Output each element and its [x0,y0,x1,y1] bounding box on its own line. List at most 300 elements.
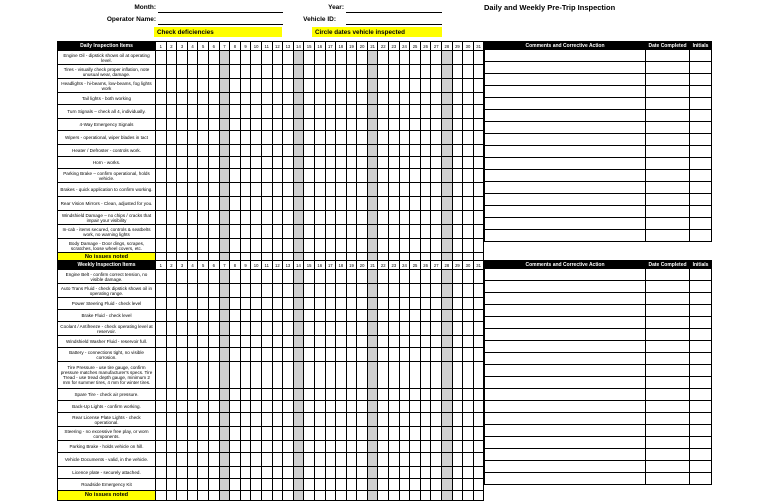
day-check-cell[interactable] [431,183,442,197]
day-check-cell[interactable] [463,51,474,65]
day-check-cell[interactable] [410,310,421,322]
date-completed-cell[interactable] [646,62,690,74]
comment-cell[interactable] [485,146,646,158]
day-check-cell[interactable] [452,211,463,225]
day-check-cell[interactable] [219,105,230,119]
day-check-cell[interactable] [166,211,177,225]
day-check-cell[interactable] [251,270,262,284]
day-check-cell[interactable] [208,413,219,427]
day-check-cell[interactable] [336,157,347,169]
initials-cell[interactable] [690,437,712,449]
day-check-cell[interactable] [283,183,294,197]
date-completed-cell[interactable] [646,377,690,389]
day-check-cell[interactable] [208,284,219,298]
day-check-cell[interactable] [219,93,230,105]
day-check-cell[interactable] [230,119,241,131]
day-check-cell[interactable] [219,145,230,157]
day-check-cell[interactable] [357,157,368,169]
initials-cell[interactable] [690,365,712,377]
day-check-cell[interactable] [389,336,400,348]
day-check-cell[interactable] [346,336,357,348]
day-check-cell[interactable] [378,93,389,105]
day-check-cell[interactable] [208,298,219,310]
day-check-cell[interactable] [283,441,294,453]
day-check-cell[interactable] [272,197,283,211]
day-check-cell[interactable] [399,225,410,239]
day-check-cell[interactable] [314,348,325,362]
day-check-cell[interactable] [304,362,315,389]
day-check-cell[interactable] [346,348,357,362]
day-check-cell[interactable] [442,239,453,253]
day-check-cell[interactable] [230,401,241,413]
day-check-cell[interactable] [272,225,283,239]
no-issues-check-cell[interactable] [293,491,304,501]
day-check-cell[interactable] [261,270,272,284]
day-check-cell[interactable] [325,322,336,336]
day-check-cell[interactable] [452,298,463,310]
day-check-cell[interactable] [431,453,442,467]
comment-cell[interactable] [485,305,646,317]
day-check-cell[interactable] [156,270,167,284]
day-check-cell[interactable] [240,93,251,105]
day-check-cell[interactable] [367,298,378,310]
no-issues-check-cell[interactable] [219,491,230,501]
day-check-cell[interactable] [240,183,251,197]
day-check-cell[interactable] [261,93,272,105]
day-check-cell[interactable] [410,211,421,225]
no-issues-check-cell[interactable] [166,491,177,501]
day-check-cell[interactable] [293,93,304,105]
day-check-cell[interactable] [410,183,421,197]
day-check-cell[interactable] [272,310,283,322]
day-check-cell[interactable] [198,298,209,310]
day-check-cell[interactable] [336,389,347,401]
day-check-cell[interactable] [293,211,304,225]
day-check-cell[interactable] [410,336,421,348]
day-check-cell[interactable] [304,336,315,348]
day-check-cell[interactable] [378,225,389,239]
day-check-cell[interactable] [219,79,230,93]
day-check-cell[interactable] [357,413,368,427]
day-check-cell[interactable] [293,169,304,183]
day-check-cell[interactable] [293,239,304,253]
day-check-cell[interactable] [442,119,453,131]
day-check-cell[interactable] [283,105,294,119]
day-check-cell[interactable] [325,169,336,183]
date-completed-cell[interactable] [646,146,690,158]
day-check-cell[interactable] [304,348,315,362]
day-check-cell[interactable] [357,441,368,453]
day-check-cell[interactable] [219,298,230,310]
day-check-cell[interactable] [367,131,378,145]
day-check-cell[interactable] [378,413,389,427]
day-check-cell[interactable] [198,441,209,453]
day-check-cell[interactable] [261,119,272,131]
no-issues-check-cell[interactable] [420,491,431,501]
day-check-cell[interactable] [251,211,262,225]
day-check-cell[interactable] [304,183,315,197]
day-check-cell[interactable] [156,211,167,225]
day-check-cell[interactable] [463,197,474,211]
day-check-cell[interactable] [187,145,198,157]
day-check-cell[interactable] [452,413,463,427]
day-check-cell[interactable] [420,336,431,348]
day-check-cell[interactable] [261,65,272,79]
day-check-cell[interactable] [251,413,262,427]
day-check-cell[interactable] [304,322,315,336]
day-check-cell[interactable] [219,197,230,211]
day-check-cell[interactable] [452,427,463,441]
day-check-cell[interactable] [208,401,219,413]
day-check-cell[interactable] [166,119,177,131]
day-check-cell[interactable] [410,225,421,239]
day-check-cell[interactable] [473,310,484,322]
comment-cell[interactable] [485,341,646,353]
day-check-cell[interactable] [346,169,357,183]
day-check-cell[interactable] [389,119,400,131]
day-check-cell[interactable] [240,427,251,441]
day-check-cell[interactable] [473,427,484,441]
day-check-cell[interactable] [198,467,209,479]
day-check-cell[interactable] [442,270,453,284]
initials-cell[interactable] [690,170,712,182]
day-check-cell[interactable] [208,65,219,79]
day-check-cell[interactable] [166,453,177,467]
day-check-cell[interactable] [399,270,410,284]
day-check-cell[interactable] [325,441,336,453]
day-check-cell[interactable] [420,145,431,157]
day-check-cell[interactable] [314,310,325,322]
day-check-cell[interactable] [251,145,262,157]
day-check-cell[interactable] [272,467,283,479]
day-check-cell[interactable] [389,298,400,310]
initials-cell[interactable] [690,353,712,365]
initials-cell[interactable] [690,98,712,110]
operator-name-field[interactable] [158,15,283,25]
day-check-cell[interactable] [208,453,219,467]
day-check-cell[interactable] [177,348,188,362]
day-check-cell[interactable] [156,322,167,336]
day-check-cell[interactable] [219,284,230,298]
day-check-cell[interactable] [452,441,463,453]
day-check-cell[interactable] [399,401,410,413]
comment-cell[interactable] [485,425,646,437]
day-check-cell[interactable] [293,270,304,284]
day-check-cell[interactable] [293,322,304,336]
day-check-cell[interactable] [442,51,453,65]
day-check-cell[interactable] [357,93,368,105]
day-check-cell[interactable] [378,157,389,169]
day-check-cell[interactable] [473,51,484,65]
no-issues-check-cell[interactable] [473,491,484,501]
day-check-cell[interactable] [452,467,463,479]
day-check-cell[interactable] [230,427,241,441]
date-completed-cell[interactable] [646,317,690,329]
day-check-cell[interactable] [198,479,209,491]
day-check-cell[interactable] [293,479,304,491]
day-check-cell[interactable] [442,479,453,491]
day-check-cell[interactable] [283,79,294,93]
day-check-cell[interactable] [442,310,453,322]
day-check-cell[interactable] [166,183,177,197]
day-check-cell[interactable] [410,79,421,93]
month-field[interactable] [158,3,283,13]
day-check-cell[interactable] [304,453,315,467]
comment-cell[interactable] [485,206,646,218]
day-check-cell[interactable] [251,105,262,119]
day-check-cell[interactable] [431,322,442,336]
day-check-cell[interactable] [473,131,484,145]
day-check-cell[interactable] [442,65,453,79]
comment-cell[interactable] [485,449,646,461]
day-check-cell[interactable] [399,51,410,65]
day-check-cell[interactable] [367,169,378,183]
day-check-cell[interactable] [187,441,198,453]
day-check-cell[interactable] [325,389,336,401]
date-completed-cell[interactable] [646,281,690,293]
day-check-cell[interactable] [399,413,410,427]
day-check-cell[interactable] [346,389,357,401]
day-check-cell[interactable] [187,348,198,362]
day-check-cell[interactable] [156,145,167,157]
day-check-cell[interactable] [325,348,336,362]
day-check-cell[interactable] [463,239,474,253]
day-check-cell[interactable] [251,65,262,79]
day-check-cell[interactable] [240,169,251,183]
day-check-cell[interactable] [378,169,389,183]
day-check-cell[interactable] [410,65,421,79]
day-check-cell[interactable] [293,310,304,322]
day-check-cell[interactable] [431,65,442,79]
day-check-cell[interactable] [187,169,198,183]
day-check-cell[interactable] [156,298,167,310]
day-check-cell[interactable] [431,467,442,479]
day-check-cell[interactable] [272,453,283,467]
day-check-cell[interactable] [431,105,442,119]
day-check-cell[interactable] [463,157,474,169]
day-check-cell[interactable] [240,389,251,401]
day-check-cell[interactable] [156,239,167,253]
day-check-cell[interactable] [357,336,368,348]
day-check-cell[interactable] [463,298,474,310]
day-check-cell[interactable] [336,65,347,79]
day-check-cell[interactable] [463,145,474,157]
day-check-cell[interactable] [410,131,421,145]
day-check-cell[interactable] [452,453,463,467]
date-completed-cell[interactable] [646,401,690,413]
day-check-cell[interactable] [463,453,474,467]
day-check-cell[interactable] [473,225,484,239]
date-completed-cell[interactable] [646,230,690,242]
day-check-cell[interactable] [198,157,209,169]
day-check-cell[interactable] [283,51,294,65]
day-check-cell[interactable] [272,79,283,93]
day-check-cell[interactable] [177,157,188,169]
day-check-cell[interactable] [293,145,304,157]
day-check-cell[interactable] [378,211,389,225]
day-check-cell[interactable] [208,79,219,93]
day-check-cell[interactable] [420,93,431,105]
day-check-cell[interactable] [156,479,167,491]
day-check-cell[interactable] [314,427,325,441]
day-check-cell[interactable] [389,322,400,336]
day-check-cell[interactable] [156,441,167,453]
day-check-cell[interactable] [367,79,378,93]
day-check-cell[interactable] [346,145,357,157]
day-check-cell[interactable] [187,284,198,298]
day-check-cell[interactable] [283,467,294,479]
day-check-cell[interactable] [283,197,294,211]
day-check-cell[interactable] [325,413,336,427]
no-issues-check-cell[interactable] [336,491,347,501]
day-check-cell[interactable] [420,362,431,389]
date-completed-cell[interactable] [646,329,690,341]
day-check-cell[interactable] [346,79,357,93]
day-check-cell[interactable] [156,310,167,322]
day-check-cell[interactable] [230,197,241,211]
day-check-cell[interactable] [251,79,262,93]
day-check-cell[interactable] [156,453,167,467]
day-check-cell[interactable] [230,362,241,389]
day-check-cell[interactable] [325,239,336,253]
day-check-cell[interactable] [208,389,219,401]
day-check-cell[interactable] [442,441,453,453]
comment-cell[interactable] [485,158,646,170]
day-check-cell[interactable] [261,157,272,169]
day-check-cell[interactable] [389,441,400,453]
day-check-cell[interactable] [442,427,453,441]
day-check-cell[interactable] [198,197,209,211]
year-field[interactable] [346,3,442,13]
day-check-cell[interactable] [293,413,304,427]
day-check-cell[interactable] [240,441,251,453]
day-check-cell[interactable] [304,131,315,145]
day-check-cell[interactable] [230,131,241,145]
comment-cell[interactable] [485,293,646,305]
day-check-cell[interactable] [219,119,230,131]
day-check-cell[interactable] [367,270,378,284]
day-check-cell[interactable] [336,119,347,131]
day-check-cell[interactable] [473,157,484,169]
day-check-cell[interactable] [198,211,209,225]
day-check-cell[interactable] [187,239,198,253]
day-check-cell[interactable] [272,441,283,453]
day-check-cell[interactable] [378,310,389,322]
day-check-cell[interactable] [473,453,484,467]
day-check-cell[interactable] [442,225,453,239]
comment-cell[interactable] [485,98,646,110]
day-check-cell[interactable] [293,225,304,239]
day-check-cell[interactable] [208,145,219,157]
initials-cell[interactable] [690,341,712,353]
day-check-cell[interactable] [219,479,230,491]
day-check-cell[interactable] [293,79,304,93]
day-check-cell[interactable] [177,413,188,427]
day-check-cell[interactable] [357,105,368,119]
day-check-cell[interactable] [304,284,315,298]
day-check-cell[interactable] [431,284,442,298]
day-check-cell[interactable] [293,65,304,79]
day-check-cell[interactable] [283,348,294,362]
day-check-cell[interactable] [156,65,167,79]
day-check-cell[interactable] [420,65,431,79]
day-check-cell[interactable] [240,413,251,427]
day-check-cell[interactable] [272,270,283,284]
date-completed-cell[interactable] [646,473,690,485]
day-check-cell[interactable] [314,105,325,119]
date-completed-cell[interactable] [646,74,690,86]
day-check-cell[interactable] [314,93,325,105]
day-check-cell[interactable] [452,157,463,169]
day-check-cell[interactable] [304,51,315,65]
day-check-cell[interactable] [240,401,251,413]
day-check-cell[interactable] [420,298,431,310]
day-check-cell[interactable] [261,105,272,119]
day-check-cell[interactable] [177,322,188,336]
day-check-cell[interactable] [357,119,368,131]
initials-cell[interactable] [690,86,712,98]
day-check-cell[interactable] [325,105,336,119]
day-check-cell[interactable] [219,65,230,79]
day-check-cell[interactable] [325,183,336,197]
day-check-cell[interactable] [230,79,241,93]
day-check-cell[interactable] [420,441,431,453]
day-check-cell[interactable] [442,322,453,336]
day-check-cell[interactable] [346,131,357,145]
day-check-cell[interactable] [198,145,209,157]
day-check-cell[interactable] [156,131,167,145]
day-check-cell[interactable] [240,467,251,479]
day-check-cell[interactable] [431,93,442,105]
day-check-cell[interactable] [420,284,431,298]
day-check-cell[interactable] [240,197,251,211]
day-check-cell[interactable] [346,298,357,310]
day-check-cell[interactable] [198,239,209,253]
day-check-cell[interactable] [463,284,474,298]
day-check-cell[interactable] [452,131,463,145]
day-check-cell[interactable] [389,183,400,197]
day-check-cell[interactable] [177,79,188,93]
day-check-cell[interactable] [442,79,453,93]
day-check-cell[interactable] [336,211,347,225]
comment-cell[interactable] [485,170,646,182]
initials-cell[interactable] [690,461,712,473]
day-check-cell[interactable] [166,401,177,413]
day-check-cell[interactable] [346,413,357,427]
no-issues-check-cell[interactable] [177,491,188,501]
day-check-cell[interactable] [325,93,336,105]
day-check-cell[interactable] [177,239,188,253]
day-check-cell[interactable] [251,479,262,491]
day-check-cell[interactable] [314,79,325,93]
day-check-cell[interactable] [463,479,474,491]
day-check-cell[interactable] [442,183,453,197]
day-check-cell[interactable] [378,51,389,65]
day-check-cell[interactable] [166,348,177,362]
day-check-cell[interactable] [452,105,463,119]
day-check-cell[interactable] [314,441,325,453]
day-check-cell[interactable] [251,157,262,169]
day-check-cell[interactable] [399,211,410,225]
day-check-cell[interactable] [399,348,410,362]
day-check-cell[interactable] [325,131,336,145]
day-check-cell[interactable] [463,65,474,79]
day-check-cell[interactable] [156,197,167,211]
day-check-cell[interactable] [399,169,410,183]
day-check-cell[interactable] [473,298,484,310]
day-check-cell[interactable] [346,441,357,453]
date-completed-cell[interactable] [646,158,690,170]
